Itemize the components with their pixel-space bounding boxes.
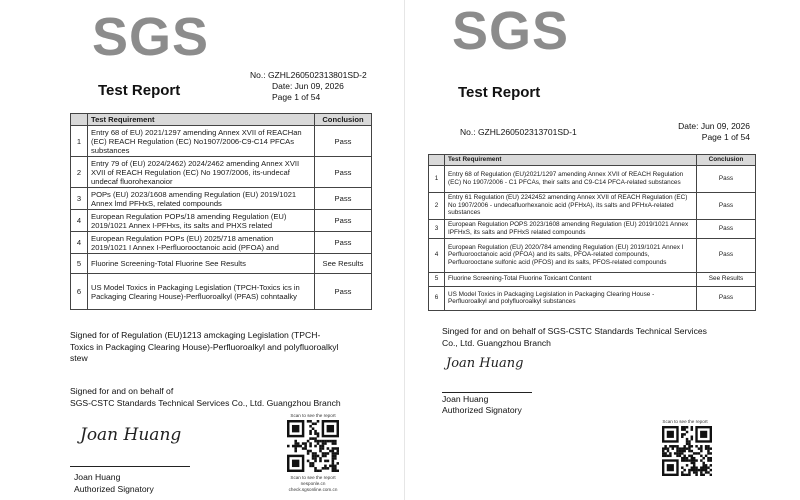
report-meta (636, 121, 750, 143)
row-conclusion: Pass (697, 219, 756, 238)
header-num (429, 155, 445, 166)
qr-code (287, 420, 339, 472)
requirements-table (70, 113, 372, 310)
signed-behalf-line2: SGS-CSTC Standards Technical Services Co., Ltd. Guangzhou Branch (70, 398, 341, 408)
row-conclusion: Pass (697, 286, 756, 310)
row-number: 1 (429, 165, 445, 192)
signed-behalf-line1: Signed for and on behalf of (70, 386, 174, 396)
table-row (429, 219, 756, 238)
report-meta (250, 70, 367, 103)
row-requirement: Entry 79 of (EU) 2024/2462) 2024/2462 amending Annex XVII XVII of REACH Regulation (EC) No 1907/2006, its-undecaf undecaf fluorohexanoior (88, 157, 315, 188)
table-row (429, 272, 756, 286)
page-divider (404, 0, 405, 500)
row-conclusion: Pass (315, 232, 372, 254)
table-header (429, 155, 756, 166)
row-requirement: US Model Toxics in Packaging Legislation (TPCH-Toxics ics in Packaging Clearing House)-Perfluoroalkyl (PFAS) cohntaalky (88, 274, 315, 310)
row-conclusion: Pass (315, 126, 372, 157)
row-requirement: European Regulation POPs (EU) 2025/718 amenation 2019/1021 I Annex I-Perfluorooctanoic acid (PFOA) and (88, 232, 315, 254)
sgs-logo: SGS (92, 7, 210, 67)
report-date: Date: Jun 09, 2026 (272, 81, 344, 91)
sgs-logo: SGS (452, 1, 570, 61)
row-number: 3 (71, 188, 88, 210)
report-title: Test Report (458, 84, 541, 101)
table-row (71, 126, 372, 157)
report-page: Page 1 of 54 (701, 132, 750, 142)
table-row (71, 254, 372, 274)
row-requirement: US Model Toxics in Packaging Legislation in Packaging Clearing House - Perfluoroalkyl and polyfluoroalkyl substances (445, 286, 697, 310)
row-requirement: Fluorine Screening-Total Fluorine Toxicant Content (445, 272, 697, 286)
table-row (71, 157, 372, 188)
row-conclusion: Pass (315, 188, 372, 210)
qr-caption: Scan to see the report (662, 419, 708, 424)
row-number: 5 (71, 254, 88, 274)
table-row (71, 232, 372, 254)
row-conclusion: See Results (315, 254, 372, 274)
row-number: 6 (429, 286, 445, 310)
signature-line (70, 466, 190, 467)
header-conclusion: Conclusion (697, 155, 756, 166)
report-number: No.: GZHL260502313701SD-1 (460, 127, 577, 137)
table-row (71, 210, 372, 232)
row-number: 6 (71, 274, 88, 310)
table-row (429, 286, 756, 310)
table-row (429, 192, 756, 219)
requirements-table (428, 154, 756, 311)
signatory-title: Authorized Signatory (74, 484, 154, 494)
row-conclusion: Pass (315, 210, 372, 232)
row-requirement: POPs (EU) 2023/1608 amending Regulation (EU) 2019/1021 Annex lmd PFHxS, related compounds (88, 188, 315, 210)
row-conclusion: Pass (697, 238, 756, 272)
signatory-name: Joan Huang (442, 394, 489, 404)
qr-caption-top: Scan to see the report (290, 413, 336, 418)
header-num (71, 114, 88, 126)
report-number: No.: GZHL260502313801SD-2 (250, 70, 367, 80)
row-conclusion: Pass (697, 192, 756, 219)
qr-caption-bottom: Scan to see the report nesponle.cn check.sgsonline.com.cn (288, 475, 338, 492)
row-requirement: European Regulation (EU) 2020/784 amending Regulation (EU) 2019/1021 Annex I Perfluorooctanoic acid (PFOA) and its salts, PFOA-related compounds, Perfluorooctane sulfonic acid (PFOS) and its salts, PFOS-related compounds (445, 238, 697, 272)
row-requirement: Entry 61 Regulation (EU) 2242452 amending Annex XVII of REACH Regulation (EC) No 1907/2006 - undecafluorhexanoic acid (PFHxA), its salts and PFHxA-related substances (445, 192, 697, 219)
report-date: Date: Jun 09, 2026 (678, 121, 750, 131)
row-conclusion: Pass (315, 274, 372, 310)
report-title: Test Report (98, 82, 181, 99)
signature: Joan Huang (80, 425, 182, 445)
table-row (429, 238, 756, 272)
row-number: 2 (71, 157, 88, 188)
row-requirement: European Regulation POPs/18 amending Regulation (EU) 2019/1021 Annex I-PFHxs, its salts and PHXS related (88, 210, 315, 232)
row-requirement: Entry 68 of EU) 2021/1297 amending Annex XVII of REACHan (EC) REACH Regulation (EC) No1907/2006-C9-C14 PFCAs substances (88, 126, 315, 157)
header-requirement: Test Requirement (88, 114, 315, 126)
row-conclusion: Pass (697, 165, 756, 192)
signature: Joan Huang (446, 356, 524, 371)
header-requirement: Test Requirement (445, 155, 697, 166)
table-row (71, 188, 372, 210)
header-conclusion: Conclusion (315, 114, 372, 126)
row-requirement: Entry 68 of Regulation (EU)2021/1297 amending Annex XVII of REACH Regulation (EC) No 1907/2006 - C1 PFCAs, their salts and C9-C14 PFCA-related substances (445, 165, 697, 192)
row-number: 2 (429, 192, 445, 219)
row-number: 5 (429, 272, 445, 286)
row-number: 4 (429, 238, 445, 272)
table-header (71, 114, 372, 126)
row-requirement: Fluorine Screening-Total Fluorine See Results (88, 254, 315, 274)
signature-line (442, 392, 532, 393)
table-row (71, 274, 372, 310)
signatory-title: Authorized Signatory (442, 405, 522, 415)
signed-behalf-line1: Singed for and on behalf of SGS-CSTC Standards Technical Services (442, 326, 707, 336)
report-page: Page 1 of 54 (272, 92, 321, 102)
signed-behalf-line2: Co., Ltd. Guangzhou Branch (442, 338, 551, 348)
row-number: 3 (429, 219, 445, 238)
row-number: 4 (71, 232, 88, 254)
qr-code (662, 426, 712, 476)
signatory-name: Joan Huang (74, 472, 121, 482)
signed-for-statement: Signed for of Regulation (EU)1213 amckaging Legislation (TPCH-Toxics in Packaging Clearing House)-Perfluoroalkyl and polyfluoroalkyl stew (70, 330, 339, 363)
test-report-right (412, 0, 800, 500)
table-row (429, 165, 756, 192)
row-number: 4 (71, 210, 88, 232)
row-number: 1 (71, 126, 88, 157)
row-requirement: European Regulation POPS 2023/1608 amending Regulation (EU) 2019/1021 Annex IPFHxS, its salts and PFHxS related compounds (445, 219, 697, 238)
row-conclusion: See Results (697, 272, 756, 286)
row-conclusion: Pass (315, 157, 372, 188)
